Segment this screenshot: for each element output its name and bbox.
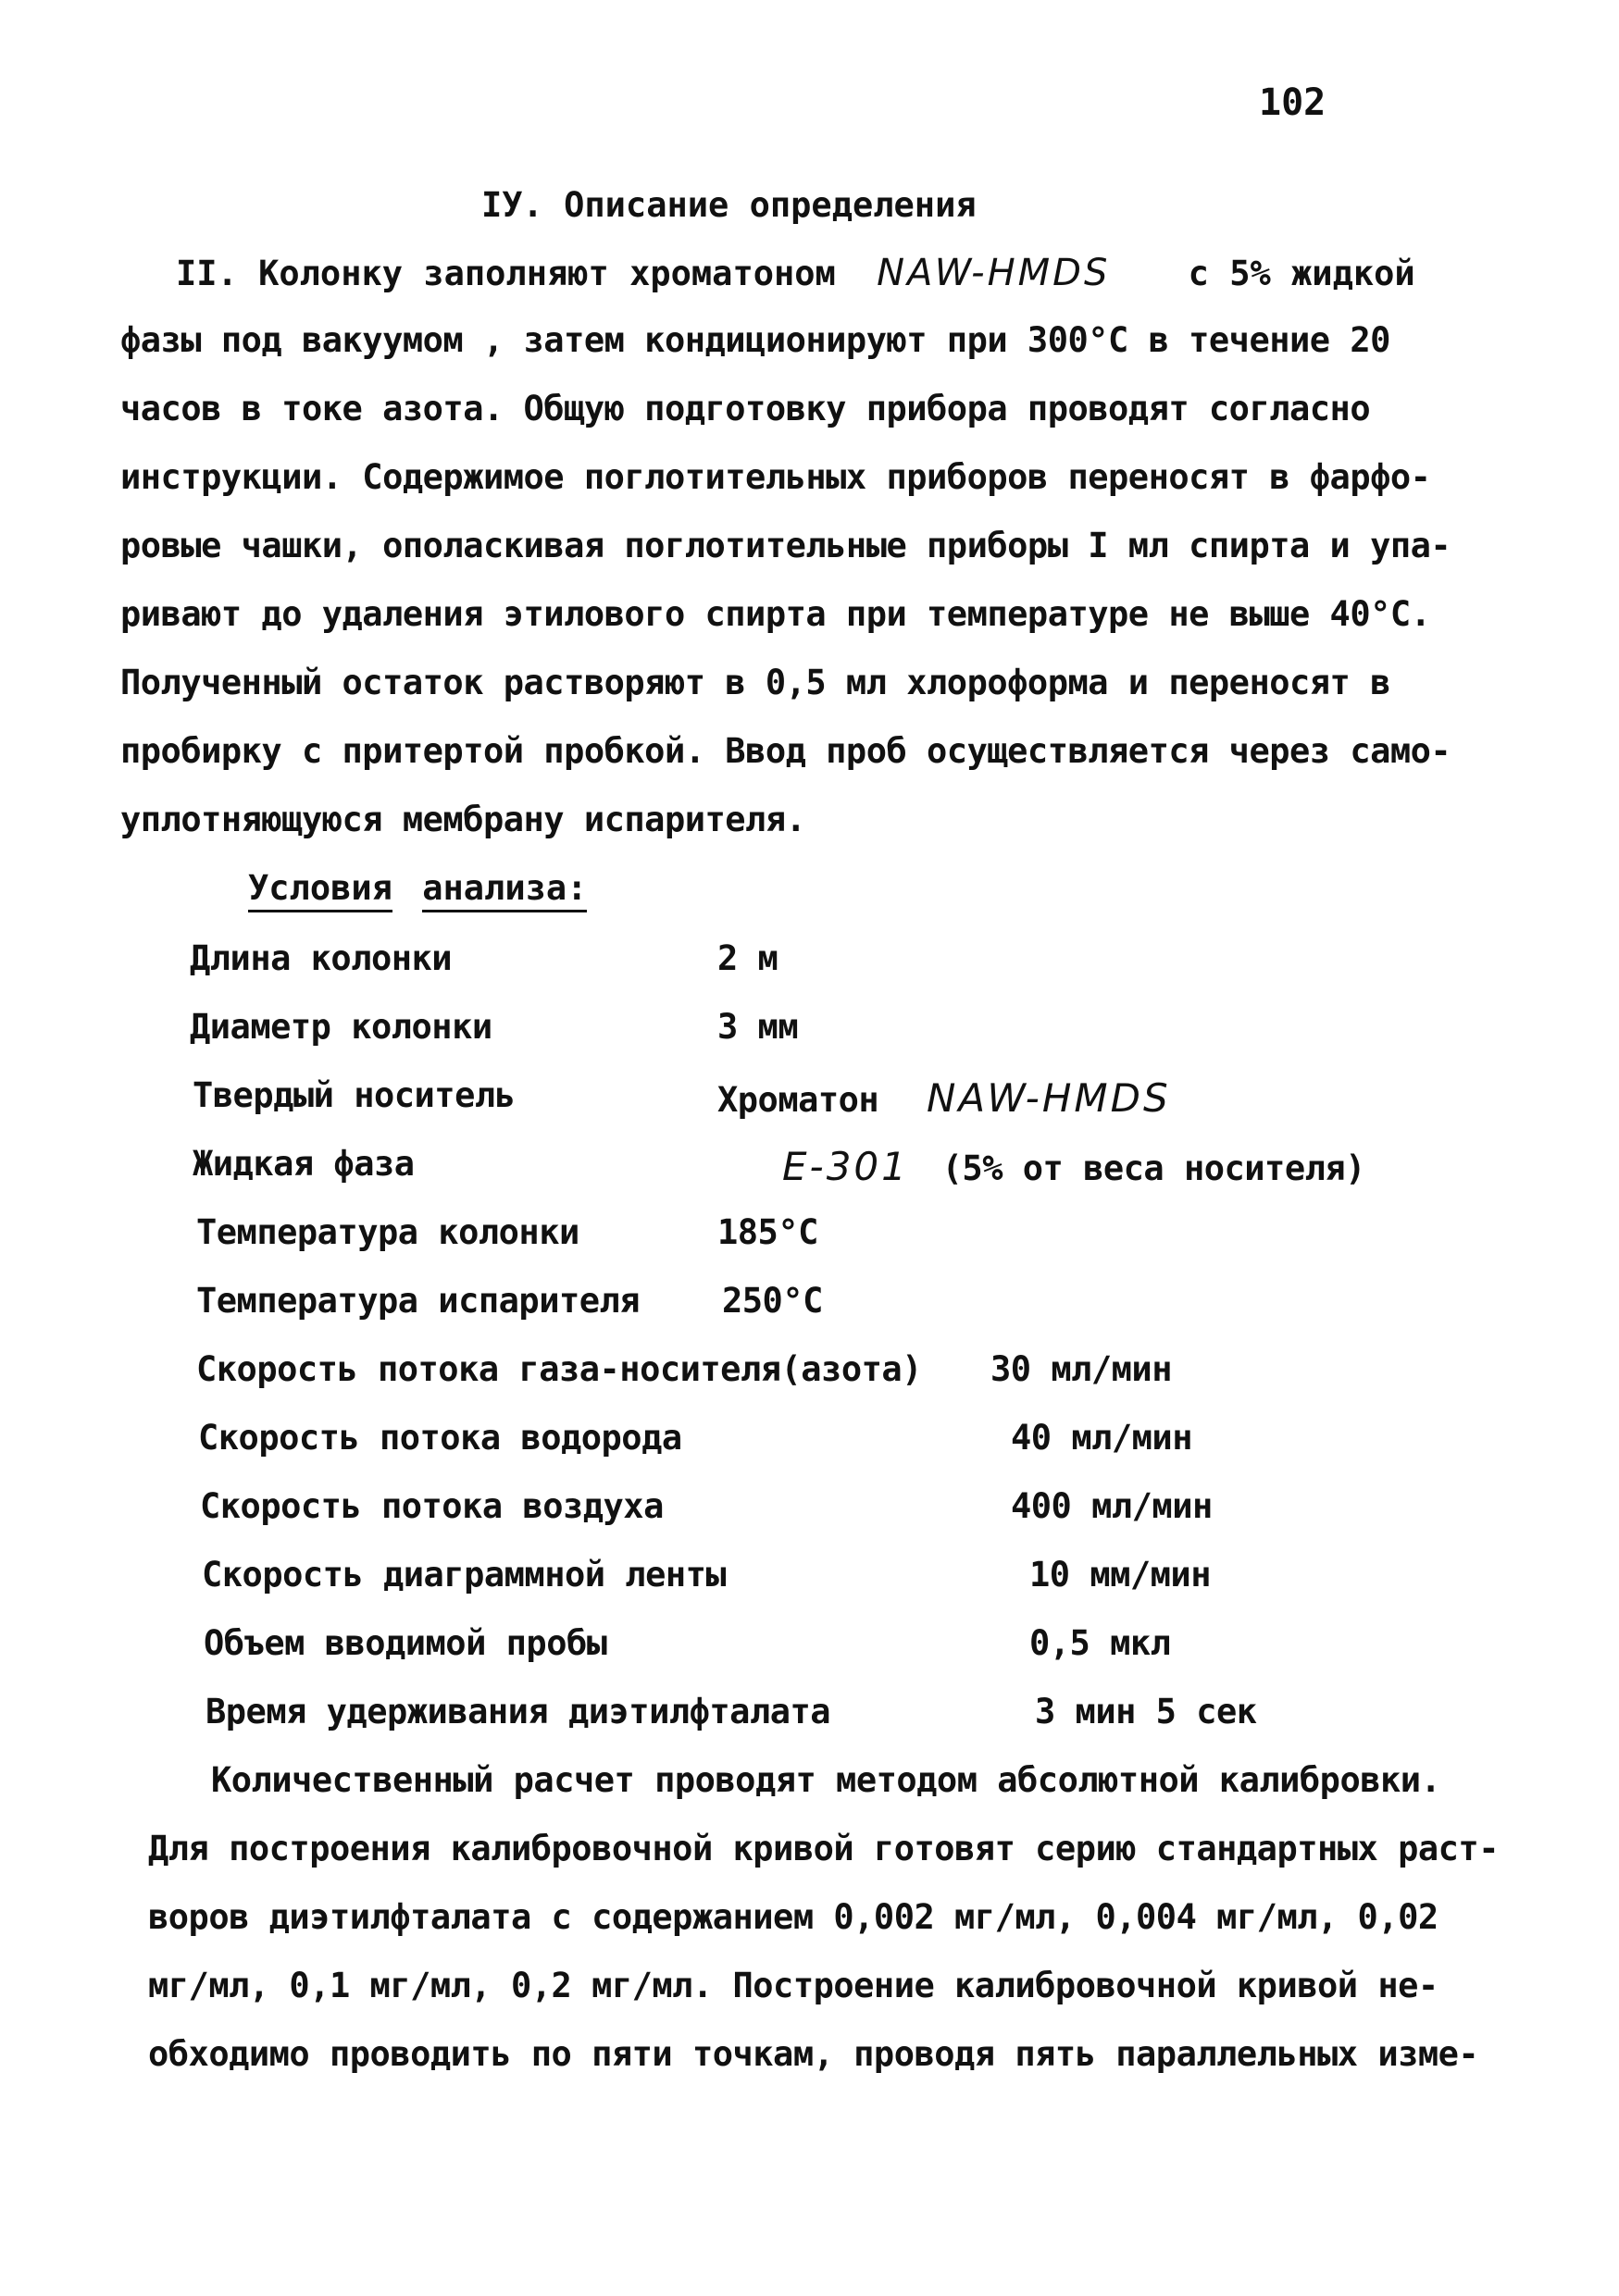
condition-label: Твердый носитель [193, 1075, 516, 1115]
conditions-heading-word-2: анализа: [422, 868, 587, 912]
condition-label: Скорость потока газа-носителя(азота) [196, 1349, 922, 1389]
condition-value: 250°С [722, 1281, 823, 1321]
closing-line-5: обходимо проводить по пяти точкам, проводя пять параллельных изме- [148, 2034, 1479, 2074]
handwritten-naw-hmds: NAW-HMDS [877, 252, 1111, 294]
paragraph-line-8: пробирку с притертой пробкой. Ввод проб осуществляется через само- [120, 731, 1451, 771]
paragraph-line-5: ровые чашки, ополаскивая поглотительные приборы I мл спирта и упа- [120, 526, 1451, 565]
page-number: 102 [1259, 81, 1326, 124]
condition-value [782, 1144, 1365, 1189]
paragraph-line-9: уплотняющуюся мембрану испарителя. [120, 800, 806, 839]
paragraph-line-4: инструкции. Содержимое поглотительных приборов переносят в фарфо- [120, 457, 1431, 497]
paragraph-line-1 [176, 252, 1415, 294]
closing-line-2: Для построения калибровочной кривой готовят серию стандартных раст- [148, 1829, 1499, 1868]
condition-label: Скорость потока водорода [198, 1418, 682, 1458]
condition-value-text: (5% от веса носителя) [941, 1148, 1365, 1188]
condition-label: Температура колонки [196, 1212, 579, 1252]
conditions-heading-word-1: Условия [248, 868, 392, 912]
condition-label: Скорость потока воздуха [200, 1486, 664, 1526]
handwritten-naw-hmds: NAW-HMDS [927, 1075, 1171, 1121]
paragraph-line-7: Полученный остаток растворяют в 0,5 мл хлороформа и переносят в [120, 663, 1390, 702]
condition-label: Время удерживания диэтилфталата [205, 1692, 831, 1731]
condition-value: 185°С [717, 1212, 818, 1252]
condition-value: 40 мл/мин [1011, 1418, 1192, 1458]
handwritten-e-301: E-301 [782, 1144, 909, 1189]
condition-value: 2 м [717, 938, 778, 978]
condition-label: Длина колонки [190, 938, 453, 978]
paragraph-line-2: фазы под вакуумом , затем кондиционируют при 300°С в течение 20 [120, 320, 1390, 360]
condition-value: 3 мин 5 сек [1035, 1692, 1257, 1731]
condition-label: Объем вводимой пробы [204, 1623, 607, 1663]
condition-label: Диаметр колонки [190, 1007, 492, 1047]
paragraph-line-1-suffix: с 5% жидкой [1188, 254, 1415, 293]
paragraph-line-6: ривают до удаления этилового спирта при температуре не выше 40°С. [120, 594, 1431, 634]
condition-value: 0,5 мкл [1029, 1623, 1171, 1663]
condition-value: 400 мл/мин [1011, 1486, 1213, 1526]
section-title: IУ. Описание определения [481, 185, 977, 225]
condition-value: 30 мл/мин [990, 1349, 1172, 1389]
condition-label: Скорость диаграммной ленты [202, 1555, 727, 1595]
closing-line-3: воров диэтилфталата с содержанием 0,002 мг/мл, 0,004 мг/мл, 0,02 [148, 1897, 1438, 1937]
condition-value: 3 мм [717, 1007, 799, 1047]
condition-value: 10 мм/мин [1029, 1555, 1211, 1595]
closing-line-1: Количественный расчет проводят методом абсолютной калибровки. [211, 1760, 1441, 1800]
condition-label: Жидкая фаза [193, 1144, 415, 1184]
condition-label: Температура испарителя [196, 1281, 641, 1321]
condition-value [717, 1075, 1171, 1121]
condition-value-text: Хроматон [717, 1080, 879, 1120]
conditions-heading [248, 868, 587, 908]
paragraph-line-1-prefix: II. Колонку заполняют хроматоном [176, 254, 836, 293]
paragraph-line-3: часов в токе азота. Общую подготовку прибора проводят согласно [120, 389, 1371, 428]
closing-line-4: мг/мл, 0,1 мг/мл, 0,2 мг/мл. Построение калибровочной кривой не- [148, 1966, 1438, 2005]
